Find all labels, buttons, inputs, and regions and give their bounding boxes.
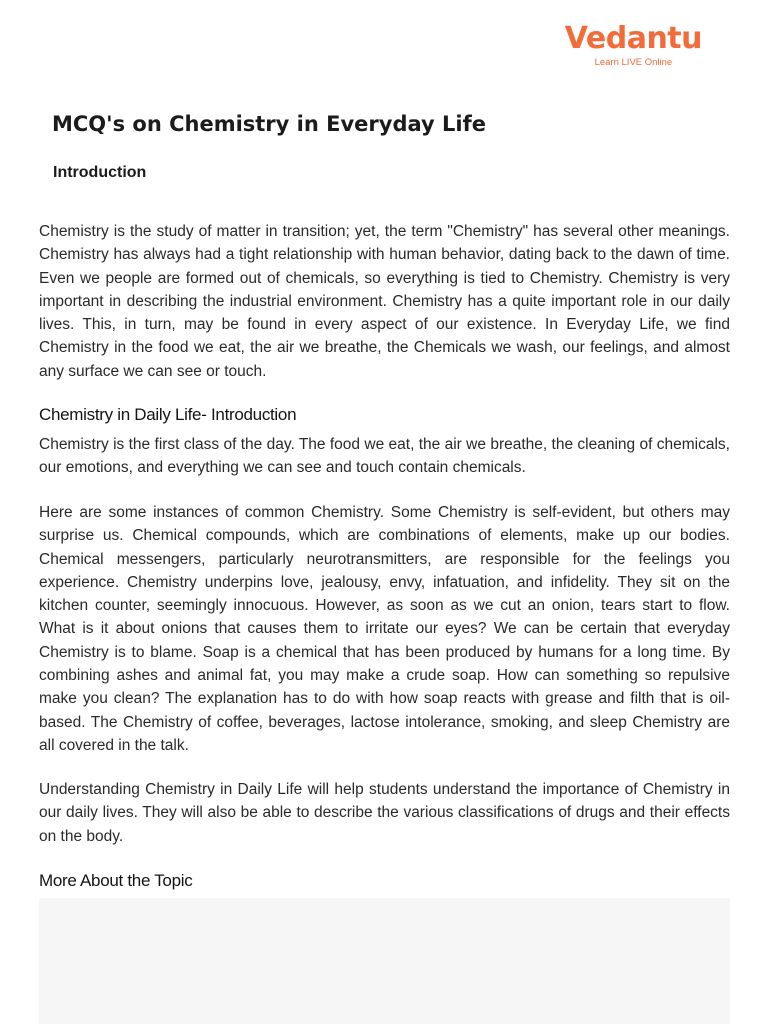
- more-topic-heading: More About the Topic: [39, 871, 193, 890]
- daily-life-paragraph-1: Chemistry is the first class of the day. The food we eat, the air we breathe, the cleaning of chemicals, our emotions, and everything we can see and touch contain chemicals.: [39, 436, 730, 477]
- more-topic-section: [39, 871, 730, 891]
- vedantu-logo[interactable]: [565, 22, 702, 68]
- daily-life-para-3-wrap: [39, 778, 730, 848]
- intro-section: [39, 220, 730, 383]
- daily-life-heading: Chemistry in Daily Life- Introduction: [39, 405, 297, 424]
- logo-tagline: Learn LIVE Online: [594, 57, 673, 68]
- intro-paragraph: Chemistry is the study of matter in transition; yet, the term "Chemistry" has several other meanings. Chemistry has always had a tight relationship with human behavior, dating back to the dawn of time. Even we people are formed out of chemicals, so everything is tied to Chemistry. Chemistry is very important in describing the industrial environment. Chemistry has a quite important role in our daily lives. This, in turn, may be found in every aspect of our existence. In Everyday Life, we find Chemistry in the food we eat, the air we breathe, the Chemicals we wash, our feelings, and almost any surface we can see or touch.: [39, 223, 730, 380]
- daily-life-para-2-wrap: [39, 501, 730, 757]
- intro-heading: Introduction: [53, 164, 147, 181]
- content-shade: [39, 898, 730, 1024]
- daily-life-para-1-wrap: [39, 433, 730, 480]
- daily-life-paragraph-3: Understanding Chemistry in Daily Life will help students understand the importance of Chemistry in our daily lives. They will also be able to describe the various classifications of drugs and their effects on the body.: [39, 781, 730, 845]
- logo-wordmark: Vedantu: [564, 21, 702, 56]
- page-title: MCQ's on Chemistry in Everyday Life: [52, 112, 486, 136]
- daily-life-paragraph-2: Here are some instances of common Chemistry. Some Chemistry is self-evident, but others may surprise us. Chemical compounds, which are combinations of elements, make up our bodies. Chemical messengers, particularly neurotransmitters, are responsible for the feelings you experience. Chemistry underpins love, jealousy, envy, infatuation, and infidelity. They sit on the kitchen counter, seemingly innocuous. However, as soon as we cut an onion, tears start to flow. What is it about onions that causes them to irritate our eyes? We can be certain that everyday Chemistry is to blame. Soap is a chemical that has been produced by humans for a long time. By combining ashes and animal fat, you may make a crude soap. How can something so repulsive make you clean? The explanation has to do with how soap reacts with grease and filth that is oil-based. The Chemistry of coffee, beverages, lactose intolerance, smoking, and sleep Chemistry are all covered in the talk.: [39, 504, 730, 754]
- daily-life-section: [39, 405, 730, 425]
